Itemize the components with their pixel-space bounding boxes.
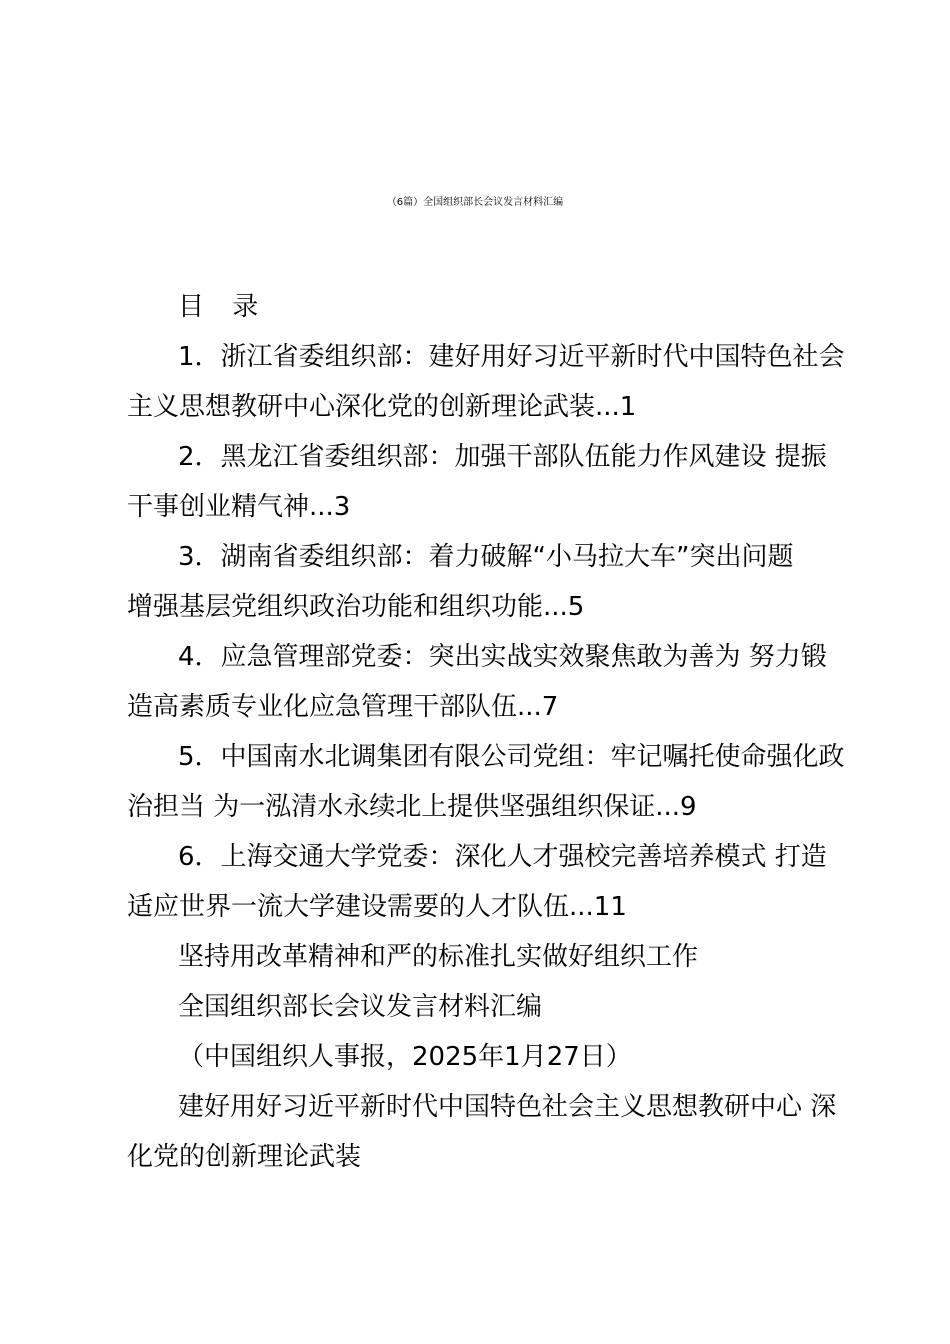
section-heading-line-1: 建好用好习近平新时代中国特色社会主义思想教研中心 深 [178,1092,837,1122]
body-heading-2: 全国组织部长会议发言材料汇编 [178,992,543,1022]
toc-item-6-line-2: 适应世界一流大学建设需要的人才队伍...11 [127,892,627,922]
toc-heading: 目 录 [178,292,269,322]
toc-item-1-line-1: 1．浙江省委组织部：建好用好习近平新时代中国特色社会 [178,342,845,372]
toc-item-2-line-1: 2．黑龙江省委组织部：加强干部队伍能力作风建设 提振 [178,442,827,472]
toc-item-3-line-1: 3．湖南省委组织部：着力破解“小马拉大车”突出问题 [178,542,794,572]
body-heading-1: 坚持用改革精神和严的标准扎实做好组织工作 [178,942,699,972]
toc-item-3-line-2: 增强基层党组织政治功能和组织功能...5 [127,592,585,622]
document-title: （6篇）全国组织部长会议发言材料汇编 [386,197,564,208]
toc-item-4-line-1: 4．应急管理部党委：突出实战实效聚焦敢为善为 努力锻 [178,642,827,672]
toc-item-4-line-2: 造高素质专业化应急管理干部队伍...7 [127,692,559,722]
toc-item-6-line-1: 6．上海交通大学党委：深化人才强校完善培养模式 打造 [178,842,827,872]
toc-item-1-line-2: 主义思想教研中心深化党的创新理论武装...1 [127,392,637,422]
section-heading-line-2: 化党的创新理论武装 [127,1142,362,1172]
toc-item-5-line-1: 5．中国南水北调集团有限公司党组：牢记嘱托使命强化政 [178,742,845,772]
source-line: （中国组织人事报，2025年1月27日） [178,1042,632,1072]
toc-item-5-line-2: 治担当 为一泓清水永续北上提供坚强组织保证...9 [127,792,697,822]
toc-item-2-line-2: 干事创业精气神...3 [127,492,351,522]
